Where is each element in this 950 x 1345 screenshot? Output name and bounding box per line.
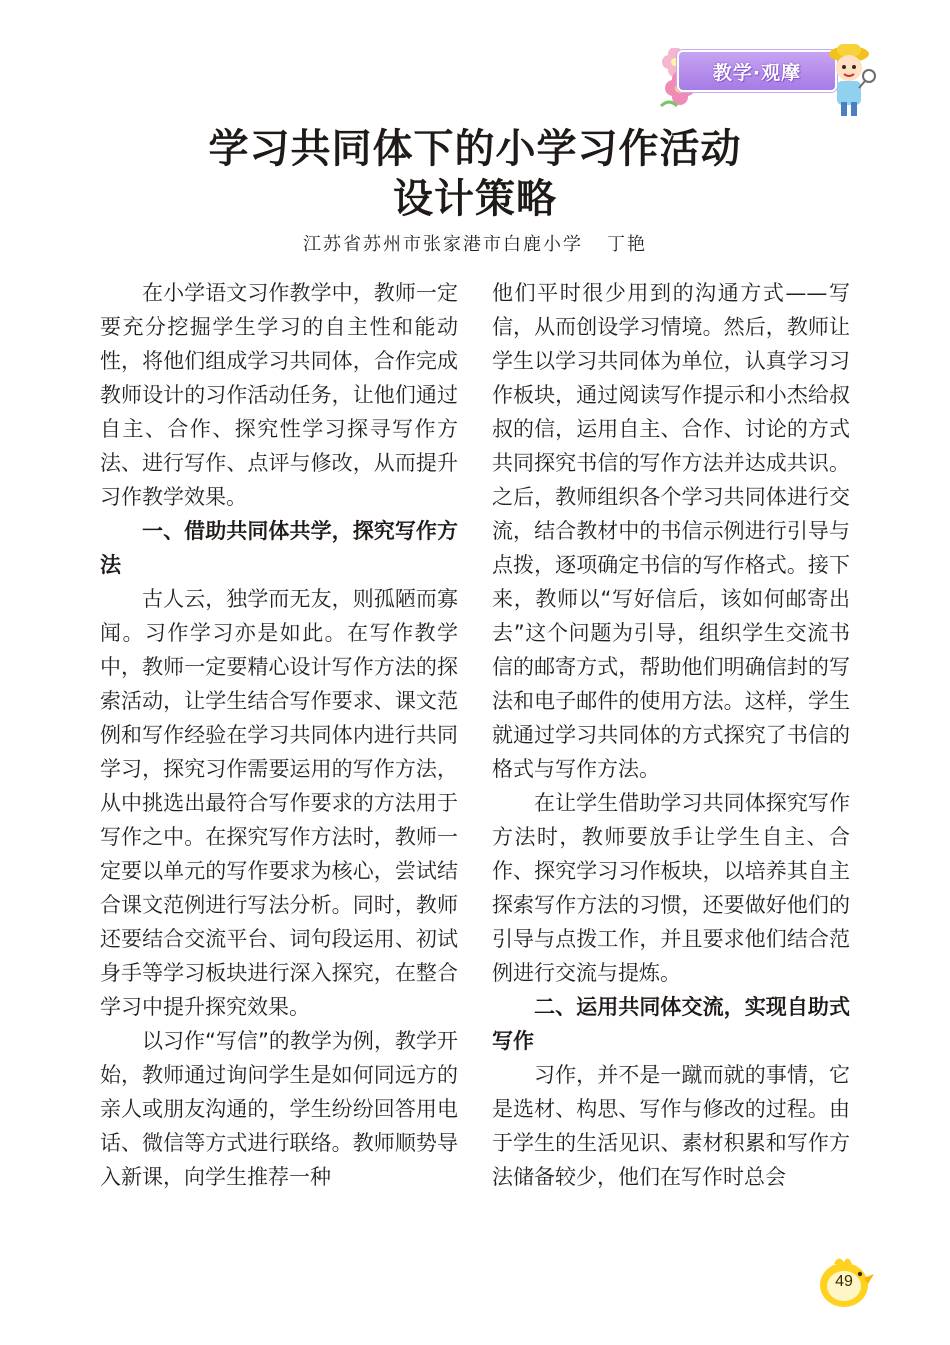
section-heading-1: 一、借助共同体共学，探究写作方法 <box>100 519 458 577</box>
byline <box>0 230 950 256</box>
body-column-right <box>492 276 850 1194</box>
mascot-explorer-icon <box>823 40 877 120</box>
page-number: 49 <box>835 1273 853 1290</box>
paragraph: 古人云，独学而无友，则孤陋而寡闻。习作学习亦是如此。在写作教学中，教师一定要精心设计写作方法的探索活动，让学生结合写作要求、课文范例和写作经验在学习共同体内进行共同学习，探究习作需要运用的写作方法，从中挑选出最符合写作要求的方法用于写作之中。在探究写作方法时，教师一定要以单元的写作要求为核心，尝试结合课文范例进行写法分析。同时，教师还要结合交流平台、词句段运用、初试身手等学习板块进行深入探究，在整合学习中提升探究效果。 <box>100 587 458 1019</box>
section-label: 教学·观摩 <box>712 62 802 84</box>
body-column-left <box>100 276 458 1194</box>
section-badge <box>655 40 875 122</box>
paragraph: 在小学语文习作教学中，教师一定要充分挖掘学生学习的自主性和能动性，将他们组成学习共同体，合作完成教师设计的习作活动任务，让他们通过自主、合作、探究性学习探寻写作方法、进行写作、点评与修改，从而提升习作教学效果。 <box>100 281 458 509</box>
paragraph: 他们平时很少用到的沟通方式——写信，从而创设学习情境。然后，教师让学生以学习共同体为单位，认真学习习作板块，通过阅读写作提示和小杰给叔叔的信，运用自主、合作、讨论的方式共同探究书信的写作方法并达成共识。之后，教师组织各个学习共同体进行交流，结合教材中的书信示例进行引导与点拨，逐项确定书信的写作格式。接下来，教师以“写好信后，该如何邮寄出去”这个问题为引导，组织学生交流书信的邮寄方式，帮助他们明确信封的写法和电子邮件的使用方法。这样，学生就通过学习共同体的方式探究了书信的格式与写作方法。 <box>492 281 850 781</box>
title-line-2: 设计策略 <box>393 176 557 222</box>
paragraph: 在让学生借助学习共同体探究写作方法时，教师要放手让学生自主、合作、探究学习习作板块，以培养其自主探索写作方法的习惯，还要做好他们的引导与点拨工作，并且要求他们结合范例进行交流与提炼。 <box>492 791 850 985</box>
paragraph: 以习作“写信”的教学为例，教学开始，教师通过询问学生是如何同远方的亲人或朋友沟通的，学生纷纷回答用电话、微信等方式进行联络。教师顺势导入新课，向学生推荐一种 <box>100 1029 458 1189</box>
section-banner <box>677 50 837 92</box>
title-line-1: 学习共同体下的小学习作活动 <box>208 126 742 172</box>
author-affiliation: 江苏省苏州市张家港市白鹿小学 <box>303 234 583 255</box>
author-name: 丁艳 <box>607 234 647 255</box>
paragraph: 习作，并不是一蹴而就的事情，它是选材、构思、写作与修改的过程。由于学生的生活见识、素材积累和写作方法储备较少，他们在写作时总会 <box>492 1063 850 1189</box>
section-heading-2: 二、运用共同体交流，实现自助式写作 <box>492 995 850 1053</box>
page-number-badge <box>812 1252 876 1312</box>
article-title <box>0 124 950 224</box>
